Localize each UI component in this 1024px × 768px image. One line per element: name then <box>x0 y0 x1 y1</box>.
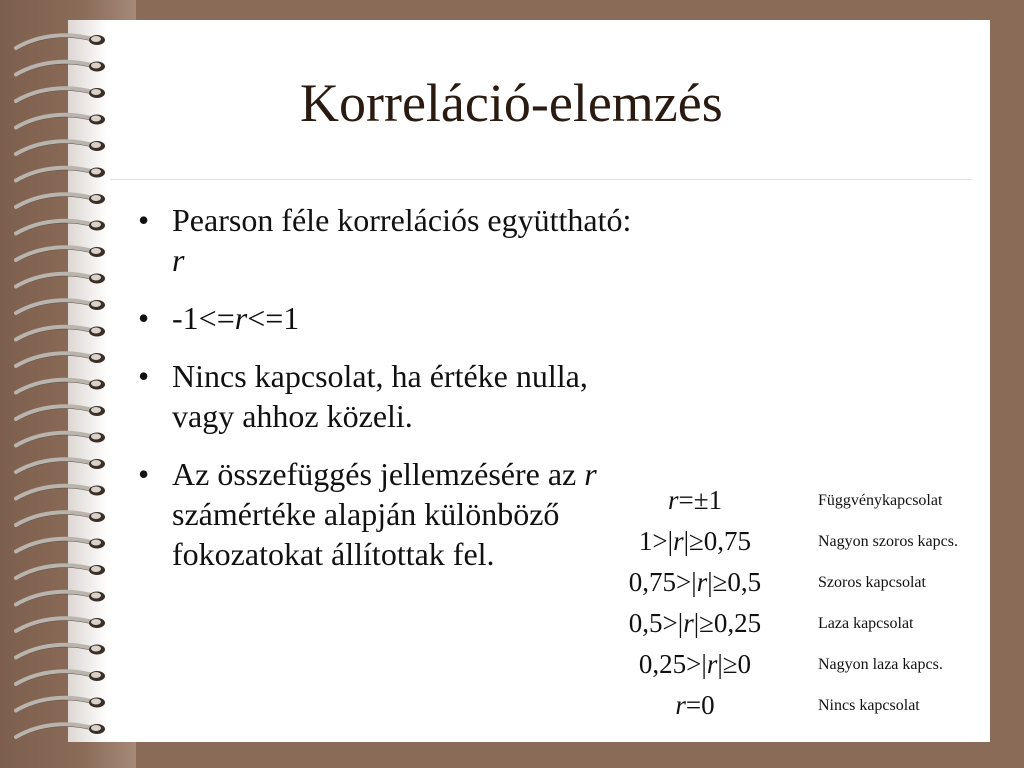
spiral-coil <box>16 115 105 130</box>
condition-cell <box>600 603 790 644</box>
strength-label: Laza kapcsolat <box>818 614 914 632</box>
title-divider <box>110 179 972 180</box>
spiral-coil <box>16 433 105 448</box>
strength-label: Szoros kapcsolat <box>818 573 926 591</box>
spiral-coil <box>16 380 105 395</box>
spiral-coil <box>16 406 105 421</box>
strength-label: Nincs kapcsolat <box>818 696 920 714</box>
condition-var: r <box>696 567 708 597</box>
strength-label: Nagyon laza kapcs. <box>818 655 943 673</box>
table-row <box>600 521 958 562</box>
condition-var: r <box>667 485 679 515</box>
bullet-list <box>130 200 650 592</box>
table-row <box>600 644 958 685</box>
spiral-binding-icon <box>0 0 120 768</box>
condition-text: 1>| <box>638 526 674 556</box>
bullet-dot: • <box>138 300 150 336</box>
bullet-text-end: számértéke alapján különböző fokozatokat állítottak fel. <box>172 496 560 572</box>
condition-text-end: |≥0,75 <box>683 526 752 556</box>
condition-text-end: |≥0,5 <box>707 567 762 597</box>
spiral-coil <box>16 565 105 580</box>
bullet-var: r <box>234 300 248 336</box>
bullet-dot: • <box>138 456 150 492</box>
spiral-coil <box>16 486 105 501</box>
bullet-text-end: <=1 <box>247 300 300 336</box>
spiral-coil <box>16 194 105 209</box>
bullet-dot: • <box>138 202 150 238</box>
bullet-var: r <box>584 456 597 492</box>
bullet-item <box>130 356 650 436</box>
spiral-coil <box>16 274 105 289</box>
condition-var: r <box>673 526 684 556</box>
spiral-coil <box>16 327 105 342</box>
condition-cell <box>600 685 790 726</box>
bullet-var: r <box>172 242 185 278</box>
condition-text: 0,75>| <box>628 567 697 597</box>
spiral-coil <box>16 221 105 236</box>
spiral-coil <box>16 35 105 50</box>
condition-text: 0,5>| <box>628 608 684 638</box>
spiral-coil <box>16 168 105 183</box>
condition-text-end: =0 <box>685 690 715 720</box>
bullet-dot: • <box>138 358 150 394</box>
spiral-coil <box>16 645 105 660</box>
spiral-coil <box>16 353 105 368</box>
spiral-coil <box>16 698 105 713</box>
condition-cell <box>600 480 790 521</box>
bullet-text: Az összefüggés jellemzésére az <box>172 456 585 492</box>
spiral-coil <box>16 539 105 554</box>
bullet-item <box>130 200 650 280</box>
spiral-coil <box>16 247 105 262</box>
condition-text-end: |≥0,25 <box>693 608 762 638</box>
bullet-item <box>130 454 612 574</box>
bullet-text: Pearson féle korrelációs együttható: <box>172 202 632 238</box>
bullet-item <box>130 298 650 338</box>
correlation-scale-table <box>600 480 958 726</box>
spiral-coil <box>16 88 105 103</box>
condition-cell <box>600 521 790 562</box>
spiral-coil <box>16 62 105 77</box>
condition-cell <box>600 562 790 603</box>
table-row <box>600 685 958 726</box>
slide-title: Korreláció-elemzés <box>300 73 723 133</box>
table-row <box>600 562 958 603</box>
strength-label: Függvénykapcsolat <box>818 491 943 509</box>
spiral-coil <box>16 671 105 686</box>
condition-var: r <box>675 690 686 720</box>
strength-label: Nagyon szoros kapcs. <box>818 532 958 550</box>
condition-var: r <box>706 649 718 679</box>
condition-text-end: =±1 <box>678 485 723 515</box>
spiral-coil <box>16 459 105 474</box>
condition-text-end: |≥0 <box>717 649 752 679</box>
bullet-text: Nincs kapcsolat, ha értéke nulla, vagy ahhoz közeli. <box>172 358 588 434</box>
spiral-coil <box>16 592 105 607</box>
table-row <box>600 480 958 521</box>
condition-cell <box>600 644 790 685</box>
spiral-coil <box>16 512 105 527</box>
condition-text: 0,25>| <box>638 649 707 679</box>
spiral-coil <box>16 141 105 156</box>
bullet-text: -1<= <box>172 300 235 336</box>
spiral-coil <box>16 618 105 633</box>
table-row <box>600 603 958 644</box>
spiral-coil <box>16 724 105 739</box>
condition-var: r <box>683 608 694 638</box>
spiral-coil <box>16 300 105 315</box>
